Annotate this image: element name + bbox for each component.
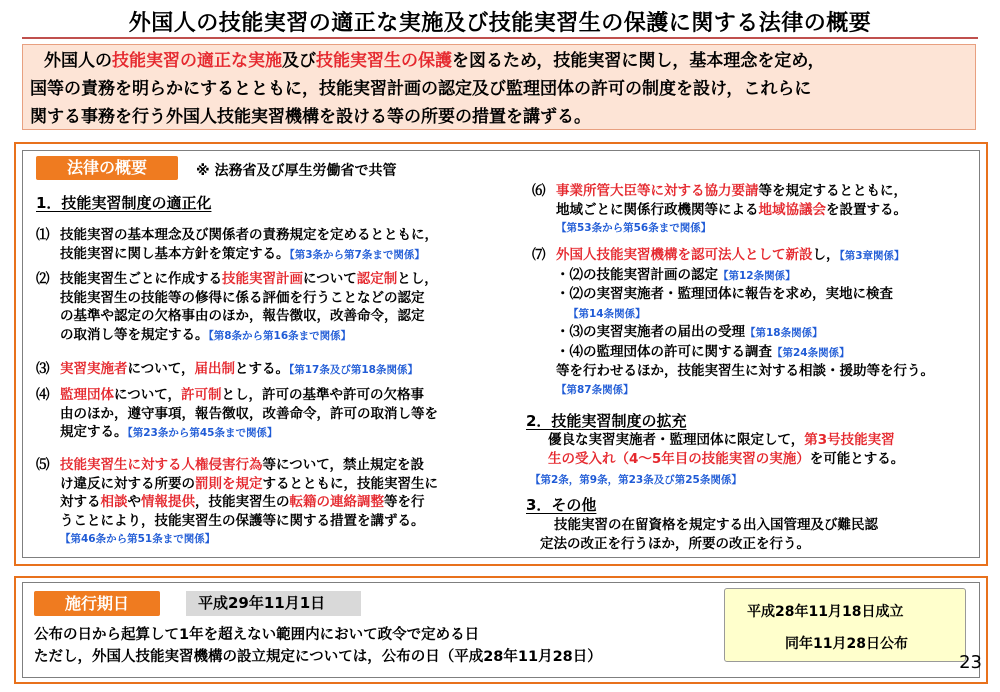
item-text: 技能実習に関し基本方針を策定する。 — [60, 245, 290, 262]
intro-emphasis: 技能実習の適正な実施 — [112, 51, 282, 71]
item-emphasis: 罰則を規定 — [195, 475, 263, 492]
item-text: を設置する。 — [826, 201, 907, 218]
item-text: ，技能実習生の — [195, 494, 290, 510]
intro-text — [30, 47, 974, 131]
effective-date-label: 施行期日 — [34, 591, 160, 616]
item-number: ⑸ — [36, 457, 50, 473]
section-3-text — [540, 516, 970, 553]
effective-date-description — [34, 624, 602, 668]
item-text: とし， — [397, 271, 438, 287]
item-text: 対する — [60, 494, 101, 510]
section-2-text — [548, 431, 978, 468]
item-text: 規定する。 — [60, 424, 128, 440]
item-text: 技能実習の在留資格を規定する出入国管理及び難民認 — [554, 517, 878, 533]
item-text: の取消し等を規定する。 — [60, 326, 209, 343]
left-item-5 — [36, 456, 516, 552]
item-text: の基準や認定の欠格事由のほか，報告徴収，改善命令，認定 — [60, 308, 425, 324]
article-reference: 【第12条関係】 — [718, 269, 796, 282]
right-item-7 — [532, 246, 972, 406]
sub-item: ・⑵の技能実習計画の認定 — [556, 266, 718, 283]
item-number: ⑴ — [36, 227, 50, 243]
item-text: について — [303, 271, 357, 287]
page-number: 23 — [959, 652, 982, 673]
article-reference: 【第8条から第16条まで関係】 — [208, 329, 352, 342]
promulgated-date: 同年11月28日公布 — [785, 636, 908, 652]
item-number: ⑶ — [36, 361, 50, 377]
item-text: 等を行わせるほか，技能実習生に対する相談・援助等を行う。 — [556, 363, 934, 379]
item-text: 定法の改正を行うほか，所要の改正を行う。 — [540, 535, 810, 552]
article-reference: 【第23条から第45条まで関係】 — [127, 427, 278, 439]
item-emphasis: 実習実施者 — [60, 361, 128, 377]
effective-date-value: 平成29年11月1日 — [186, 591, 361, 616]
intro-text-part: 及び — [282, 51, 316, 71]
item-emphasis: 生の受入れ（4～5年目の技能実習の実施） — [548, 450, 810, 467]
article-reference: 【第46条から第51条まで関係】 — [60, 533, 216, 545]
jurisdiction-note: ※ 法務省及び厚生労働省で共管 — [196, 163, 397, 179]
item-number: ⑵ — [36, 271, 50, 287]
article-reference: 【第87条関係】 — [556, 383, 634, 396]
item-emphasis: 転籍の連絡調整 — [289, 494, 384, 510]
section-2-reference: 【第2条，第9条，第23条及び第25条関係】 — [530, 474, 742, 486]
section-3-heading: 3．その他 — [526, 496, 597, 514]
item-number: ⑷ — [36, 387, 50, 403]
item-text: うことにより，技能実習生の保護等に関する措置を講ずる。 — [60, 512, 425, 529]
item-text: け違反に対する所要の — [60, 475, 195, 492]
item-text: について， — [114, 387, 181, 403]
item-emphasis: 技能実習生に対する人権侵害行為 — [60, 457, 263, 473]
overview-label: 法律の概要 — [36, 156, 178, 180]
item-number: ⑺ — [532, 247, 546, 263]
sub-item: ・⑷の監理団体の許可に関する調査 — [556, 343, 772, 360]
item-number: ⑹ — [532, 183, 546, 199]
section-2-heading: 2．技能実習制度の拡充 — [526, 412, 687, 430]
item-text: 等を規定するとともに， — [758, 183, 907, 199]
sub-item: ・⑶の実習実施者の届出の受理 — [556, 324, 745, 340]
item-emphasis: 事業所管大臣等に対する協力要請 — [556, 183, 759, 199]
item-text: し， — [812, 247, 840, 263]
left-item-3 — [36, 360, 516, 380]
article-reference: 【第14条関係】 — [568, 307, 646, 320]
item-emphasis: 届出制 — [194, 361, 235, 377]
article-reference: 【第17条及び第18条関係】 — [288, 364, 418, 376]
item-text: 技能実習生の技能等の修得に係る評価を行うことなどの認定 — [60, 289, 425, 306]
item-emphasis: 相談 — [100, 494, 128, 510]
intro-text-part: 外国人の — [44, 51, 112, 71]
article-reference: 【第3条から第7条まで関係】 — [289, 248, 425, 261]
item-emphasis: 許可制 — [180, 387, 222, 403]
article-reference: 【第24条関係】 — [772, 346, 850, 359]
item-text: 技能実習生ごとに作成する — [60, 271, 222, 287]
intro-line-2: 国等の責務を明らかにするとともに，技能実習計画の認定及び監理団体の許可の制度を設け，これらに — [30, 79, 812, 99]
section-1-heading: 1．技能実習制度の適正化 — [36, 194, 212, 212]
item-emphasis: 監理団体 — [60, 387, 114, 403]
item-emphasis: 外国人技能実習機構を認可法人として新設 — [556, 247, 813, 263]
effective-line-1: 公布の日から起算して1年を超えない範囲内において政令で定める日 — [34, 627, 480, 643]
item-text: を可能とする。 — [809, 450, 905, 467]
item-emphasis: 地域協議会 — [758, 201, 826, 218]
intro-line-3: 関する事務を行う外国人技能実習機構を設ける等の所要の措置を講ずる。 — [30, 107, 591, 127]
item-text: とし，許可の基準や許可の欠格事 — [221, 387, 424, 403]
item-emphasis: 認定制 — [356, 271, 398, 287]
article-reference: 【第18条関係】 — [745, 327, 823, 339]
item-text: とする。 — [234, 361, 289, 377]
item-text: 技能実習の基本理念及び関係者の責務規定を定めるとともに， — [60, 227, 438, 243]
item-text: 由のほか，遵守事項，報告徴収，改善命令，許可の取消し等を — [60, 405, 438, 422]
item-text: 等について，禁止規定を設 — [262, 457, 424, 473]
intro-text-part: を図るため，技能実習に関し，基本理念を定め， — [452, 51, 825, 71]
article-reference: 【第53条から第56条まで関係】 — [556, 222, 712, 234]
right-item-6 — [532, 182, 972, 244]
sub-item: ・⑵の実習実施者・監理団体に報告を求め，実地に検査 — [556, 286, 893, 302]
item-text: 優良な実習実施者・監理団体に限定して， — [548, 432, 805, 448]
item-emphasis: 情報提供 — [141, 494, 195, 510]
effective-line-2: ただし，外国人技能実習機構の設立規定については，公布の日（平成28年11月28日） — [34, 649, 602, 665]
item-text: するとともに，技能実習生に — [262, 475, 438, 492]
item-text: について， — [127, 361, 195, 377]
page-title: 外国人の技能実習の適正な実施及び技能実習生の保護に関する法律の概要 — [128, 11, 872, 36]
item-emphasis: 技能実習計画 — [222, 271, 303, 287]
item-text: や — [127, 494, 141, 510]
enactment-box — [724, 588, 966, 662]
left-item-4 — [36, 386, 516, 446]
item-text: 地域ごとに関係行政機関等による — [556, 201, 759, 218]
title-underline — [22, 37, 978, 39]
enacted-date: 平成28年11月18日成立 — [747, 604, 904, 620]
intro-emphasis: 技能実習生の保護 — [316, 51, 452, 71]
left-item-2 — [36, 270, 516, 350]
article-reference: 【第3章関係】 — [839, 250, 905, 262]
item-emphasis: 第3号技能実習 — [804, 432, 895, 448]
item-text: 等を行 — [384, 494, 425, 510]
